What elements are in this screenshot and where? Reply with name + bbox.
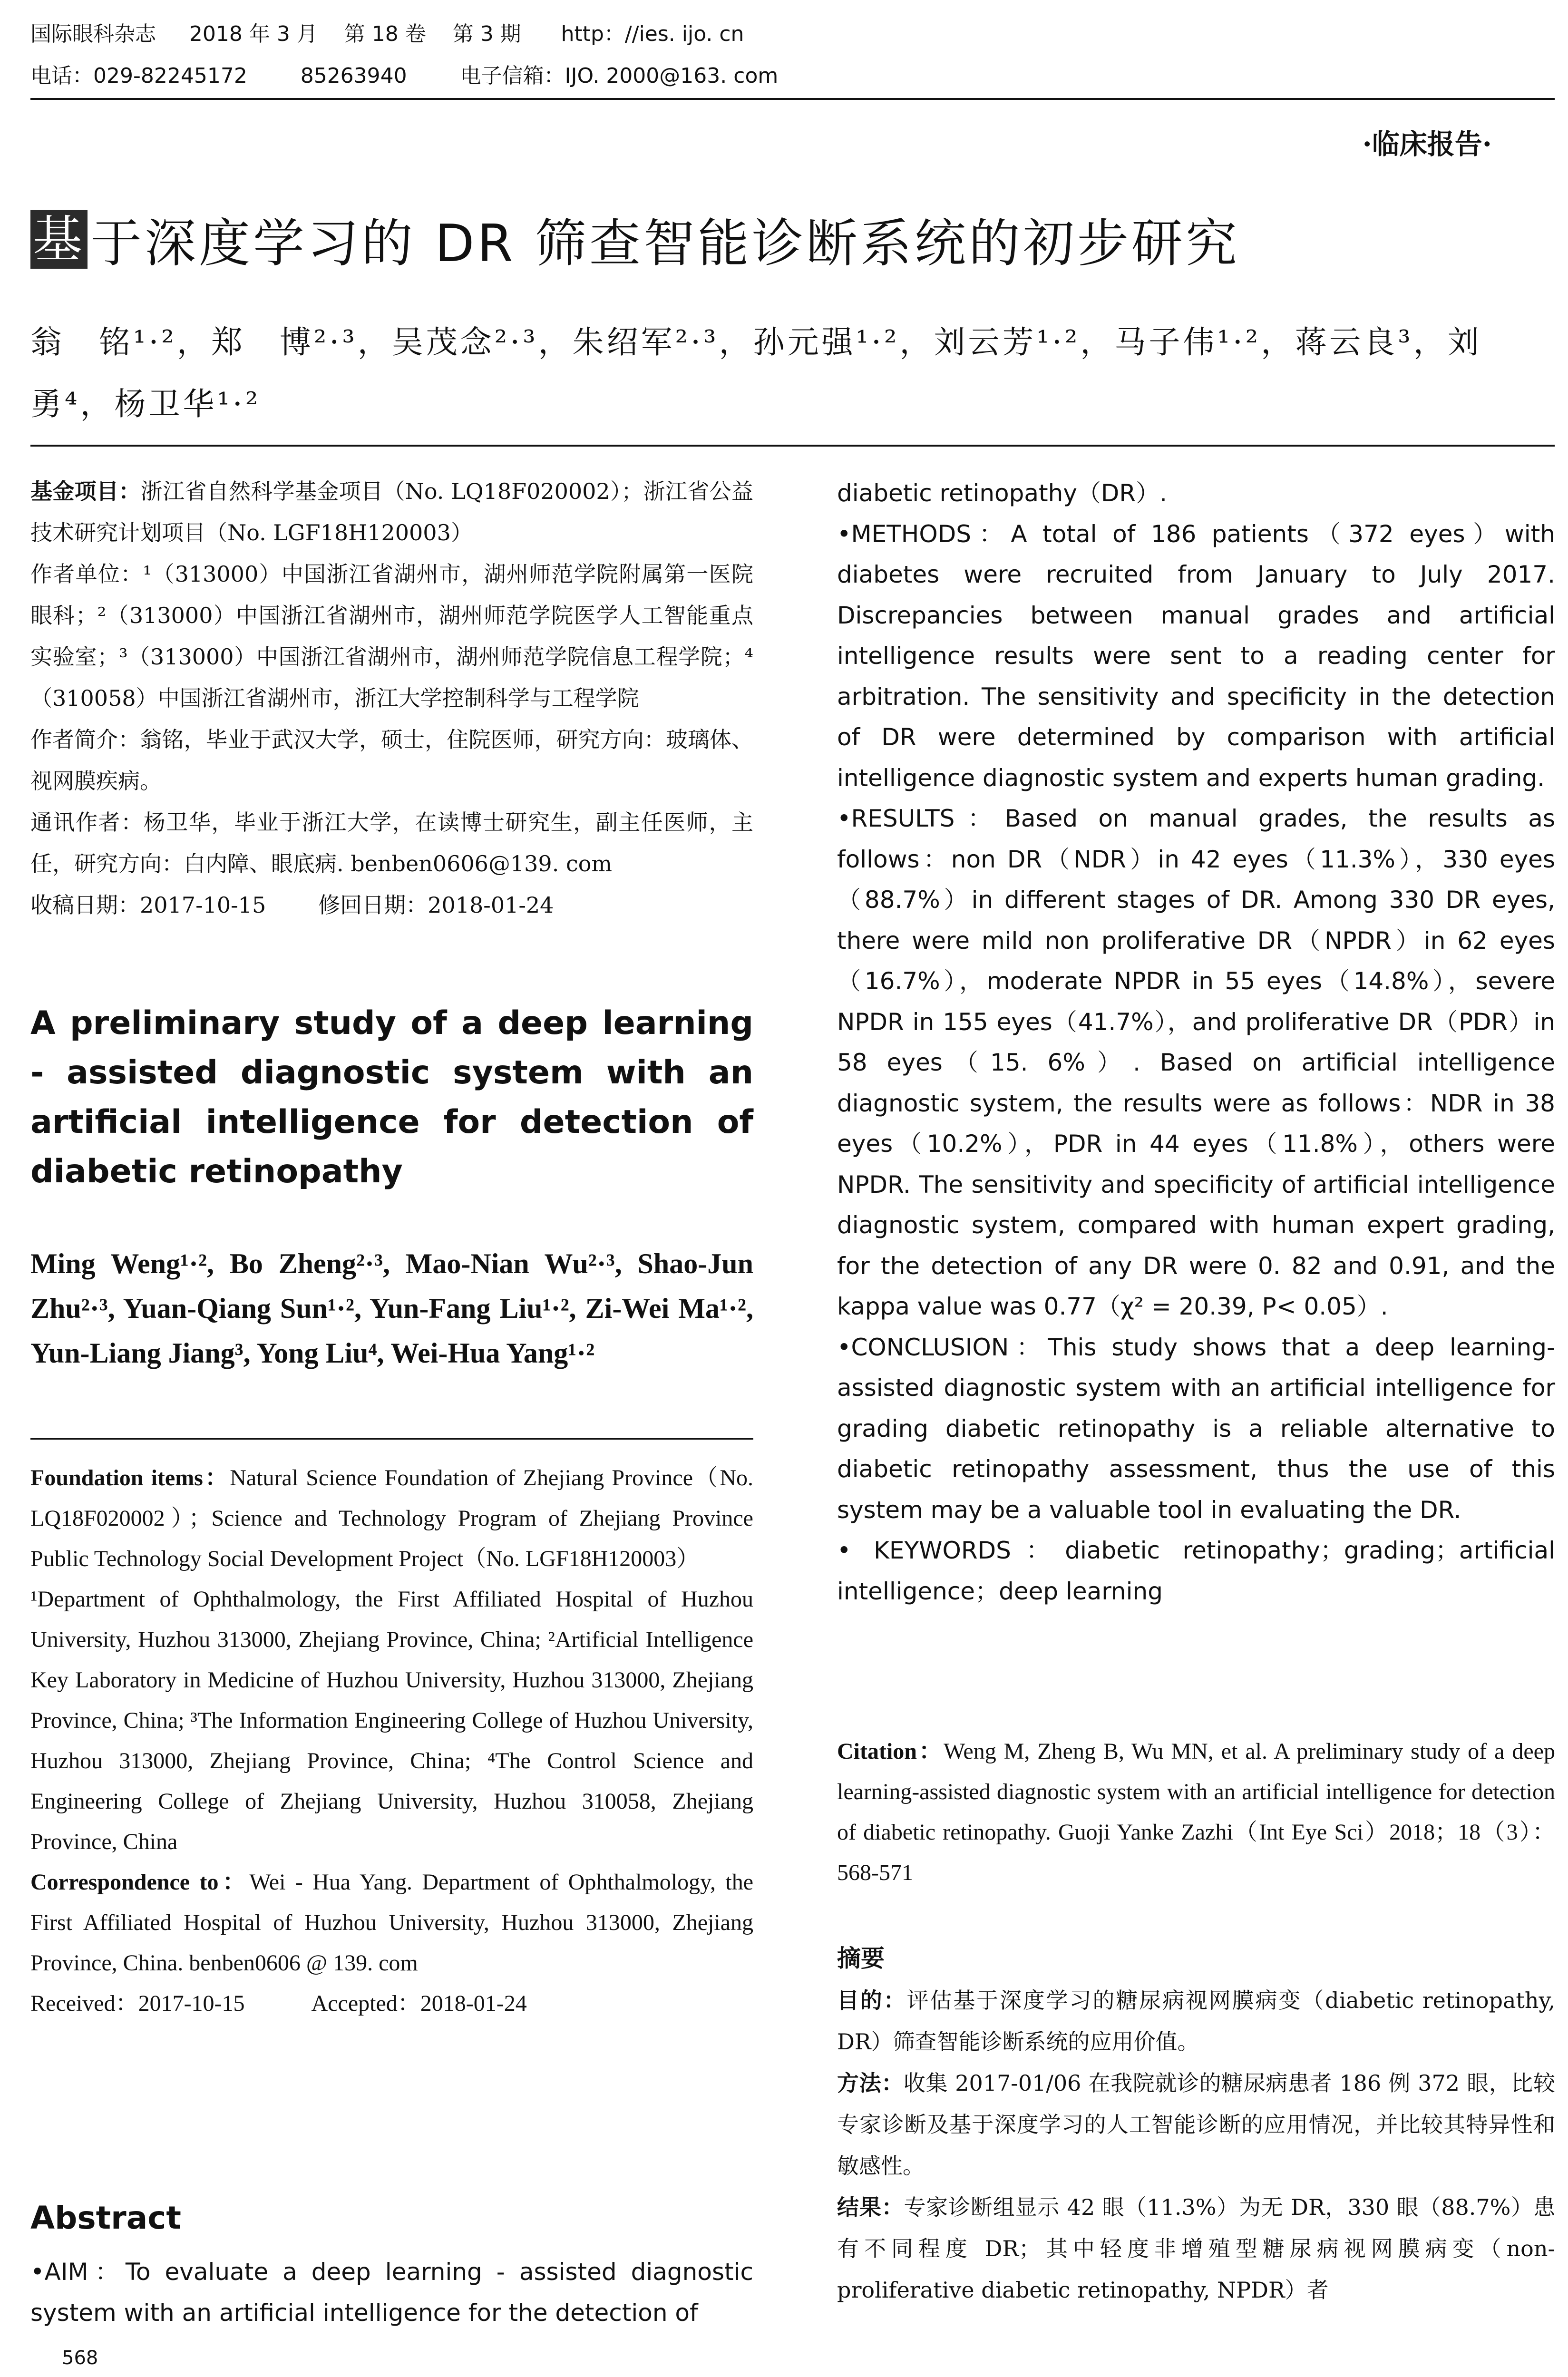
- foundation-items-paragraph: [30, 1458, 753, 1579]
- citation-text: Weng M, Zheng B, Wu MN, et al. A preliminary study of a deep learning-assisted diagnostic system with an artificial intelligence for detection of diabetic retinopathy. Guoji Yanke Zazhi（Int Eye Sci）2018；18（3）：568-571: [837, 1739, 1555, 1885]
- citation-block: [837, 1731, 1555, 1893]
- english-authors: Ming Weng¹·², Bo Zheng²·³, Mao-Nian Wu²·³, Shao-Jun Zhu²·³, Yuan-Qiang Sun¹·², Yun-Fang Liu¹·², Zi-Wei Ma¹·², Yun-Liang Jiang³, Yong Liu⁴, Wei-Hua Yang¹·²: [30, 1248, 753, 1369]
- journal-header-line: 国际眼科杂志 2018 年 3 月 第 18 卷 第 3 期 http：//ies. ijo. cn: [30, 22, 744, 46]
- english-title: A preliminary study of a deep learning - assisted diagnostic system with an artificial intelligence for detection of diabetic retinopathy: [30, 1004, 753, 1190]
- header-rule: [30, 98, 1555, 100]
- citation-paragraph: [837, 1731, 1555, 1893]
- results-label: •RESULTS：: [837, 805, 1005, 832]
- methods-text: A total of 186 patients（372 eyes）with diabetes were recruited from January to July 2017. Discrepancies between manual grades and artificial intelligence results were sent to a reading center for arbitration. The sensitivity and specificity in the detection of DR were determined by comparison with artificial intelligence diagnostic system and experts human grading.: [837, 520, 1555, 792]
- aim-block: [30, 2252, 753, 2333]
- correspondence-cn-paragraph: [30, 802, 753, 885]
- foundation-items-label: Foundation items：: [30, 1465, 230, 1490]
- funding-text: 浙江省自然科学基金项目（No. LQ18F020002）；浙江省公益技术研究计划项目（No. LGF18H120003）: [30, 478, 753, 546]
- correspondence-en-text: Wei - Hua Yang. Department of Ophthalmology, the First Affiliated Hospital of Huzhou University, Huzhou 313000, Zhejiang Province, China. benben0606 @ 139. com: [30, 1870, 754, 1976]
- authors-chinese: 翁 铭¹·²，郑 博²·³，吴茂念²·³，朱绍军²·³，孙元强¹·²，刘云芳¹·²，马子伟¹·²，蒋云良³，刘 勇⁴，杨卫华¹·²: [30, 324, 1516, 422]
- received-en: Received：2017-10-15: [30, 1991, 245, 2016]
- foundation-items-text: Natural Science Foundation of Zhejiang Province（No. LQ18F020002）；Science and Technology Program of Zhejiang Province Public Technology Social Development Project（No. LGF18H120003）: [30, 1465, 753, 1571]
- bio-paragraph: [30, 719, 753, 802]
- dates-en: [30, 1983, 753, 2024]
- conclusion-text: This study shows that a deep learning-assisted diagnostic system with an artificial intelligence for grading diabetic retinopathy is a reliable alternative to diabetic retinopathy assessment, thus the use of this system may be a valuable tool in evaluating the DR.: [837, 1333, 1555, 1524]
- bio-label: 作者简介：: [30, 727, 140, 752]
- results-text: Based on manual grades, the results as follows：non DR（NDR）in 42 eyes（11.3%），330 eyes（88.7%）in different stages of DR. Among 330 DR eyes, there were mild non proliferative DR（NPDR）in 62 eyes（16.7%），moderate NPDR in 55 eyes（14.8%），severe NPDR in 155 eyes（41.7%），and proliferative DR（PDR）in 58 eyes（15. 6%）. Based on artificial intelligence diagnostic system, the results were as follows：NDR in 38 eyes（10.2%），PDR in 44 eyes（11.8%），others were NPDR. The sensitivity and specificity of artificial intelligence diagnostic system, compared with human expert grading, for the detection of any DR were 0. 82 and 0.91, and the kappa value was 0.77（χ² = 20.39, P< 0.05）.: [837, 805, 1555, 1320]
- article-title: [30, 202, 1240, 276]
- correspondence-en-label: Correspondence to：: [30, 1870, 250, 1895]
- methods-paragraph: [837, 514, 1555, 799]
- title-text: 于深度学习的 DR 筛查智能诊断系统的初步研究: [90, 214, 1240, 273]
- fangfa-text: 收集 2017-01/06 在我院就诊的糖尿病患者 186 例 372 眼，比较专家诊断及基于深度学习的人工智能诊断的应用情况，并比较其特异性和敏感性。: [837, 2070, 1556, 2179]
- affiliation-label: 作者单位：: [30, 561, 143, 587]
- funding-label: 基金项目：: [30, 478, 141, 504]
- aim-continued: diabetic retinopathy（DR）.: [837, 479, 1168, 507]
- cn-metadata-block: [30, 471, 753, 926]
- section-label: ·临床报告·: [1362, 128, 1492, 160]
- jieguo-paragraph: [837, 2187, 1555, 2311]
- funding-paragraph: [30, 471, 753, 554]
- abstract-en-block: [837, 473, 1555, 1612]
- mudi-label: 目的：: [837, 1987, 907, 2013]
- affiliation-paragraph: [30, 554, 753, 719]
- fangfa-label: 方法：: [837, 2070, 904, 2096]
- abstract-cn-heading: 摘要: [837, 1945, 885, 1972]
- bio-text: 翁铭，毕业于武汉大学，硕士，住院医师，研究方向：玻璃体、视网膜疾病。: [30, 727, 753, 794]
- correspondence-en-paragraph: [30, 1862, 753, 1983]
- correspondence-cn-label: 通讯作者：: [30, 809, 144, 835]
- results-paragraph: [837, 799, 1555, 1327]
- abstract-heading: Abstract: [30, 2200, 181, 2236]
- jieguo-text: 专家诊断组显示 42 眼（11.3%）为无 DR，330 眼（88.7%）患有不同程度 DR；其中轻度非增殖型糖尿病视网膜病变（non-proliferative diabetic retinopathy, NPDR）者: [837, 2194, 1555, 2303]
- citation-label: Citation：: [837, 1739, 944, 1764]
- dates-cn: [30, 885, 753, 926]
- received-cn: 收稿日期：2017-10-15: [30, 892, 266, 918]
- mudi-text: 评估基于深度学习的糖尿病视网膜病变（diabetic retinopathy, DR）筛查智能诊断系统的应用价值。: [837, 1987, 1556, 2055]
- fangfa-paragraph: [837, 2063, 1555, 2187]
- mudi-paragraph: [837, 1980, 1555, 2063]
- page-number: 568: [62, 2347, 98, 2369]
- aim-label: •AIM：: [30, 2258, 126, 2286]
- authors-rule: [30, 1438, 753, 1440]
- journal-contact-line: 电话：029-82245172 85263940 电子信箱：IJO. 2000@163. com: [30, 64, 779, 88]
- title-dropcap: 基: [30, 210, 88, 269]
- author-rule: [30, 445, 1555, 447]
- methods-label: •METHODS：: [837, 520, 1011, 548]
- departments-paragraph: ¹Department of Ophthalmology, the First Affiliated Hospital of Huzhou University, Huzhou 313000, Zhejiang Province, China; ²Artificial Intelligence Key Laboratory in Medicine of Huzhou University, Huzhou 313000, Zhejiang Province, China; ³The Information Engineering College of Huzhou University, Huzhou 313000, Zhejiang Province, China; ⁴The Control Science and Engineering College of Zhejiang University, Huzhou 310058, Zhejiang Province, China: [30, 1587, 753, 1854]
- accepted-en: Accepted：2018-01-24: [311, 1991, 527, 2016]
- conclusion-paragraph: [837, 1327, 1555, 1531]
- aim-text: To evaluate a deep learning - assisted diagnostic system with an artificial intelligence for the detection of: [30, 2258, 753, 2327]
- revised-cn: 修回日期：2018-01-24: [318, 892, 554, 918]
- conclusion-label: •CONCLUSION：: [837, 1333, 1048, 1361]
- affiliation-text: ¹（313000）中国浙江省湖州市，湖州师范学院附属第一医院眼科；²（313000）中国浙江省湖州市，湖州师范学院医学人工智能重点实验室；³（313000）中国浙江省湖州市，湖州师范学院信息工程学院；⁴（310058）中国浙江省湖州市，浙江大学控制科学与工程学院: [30, 561, 753, 711]
- aim-paragraph: [30, 2252, 753, 2333]
- keywords-paragraph: [837, 1530, 1555, 1612]
- en-metadata-block: [30, 1458, 753, 2024]
- keywords-label: • KEYWORDS：: [837, 1537, 1065, 1564]
- abstract-cn-block: [837, 1938, 1555, 2311]
- correspondence-cn-text: 杨卫华，毕业于浙江大学，在读博士研究生，副主任医师，主任，研究方向：白内障、眼底病. benben0606@139. com: [30, 809, 754, 877]
- jieguo-label: 结果：: [837, 2194, 904, 2220]
- keywords-text: diabetic retinopathy；grading；artificial intelligence；deep learning: [837, 1537, 1555, 1605]
